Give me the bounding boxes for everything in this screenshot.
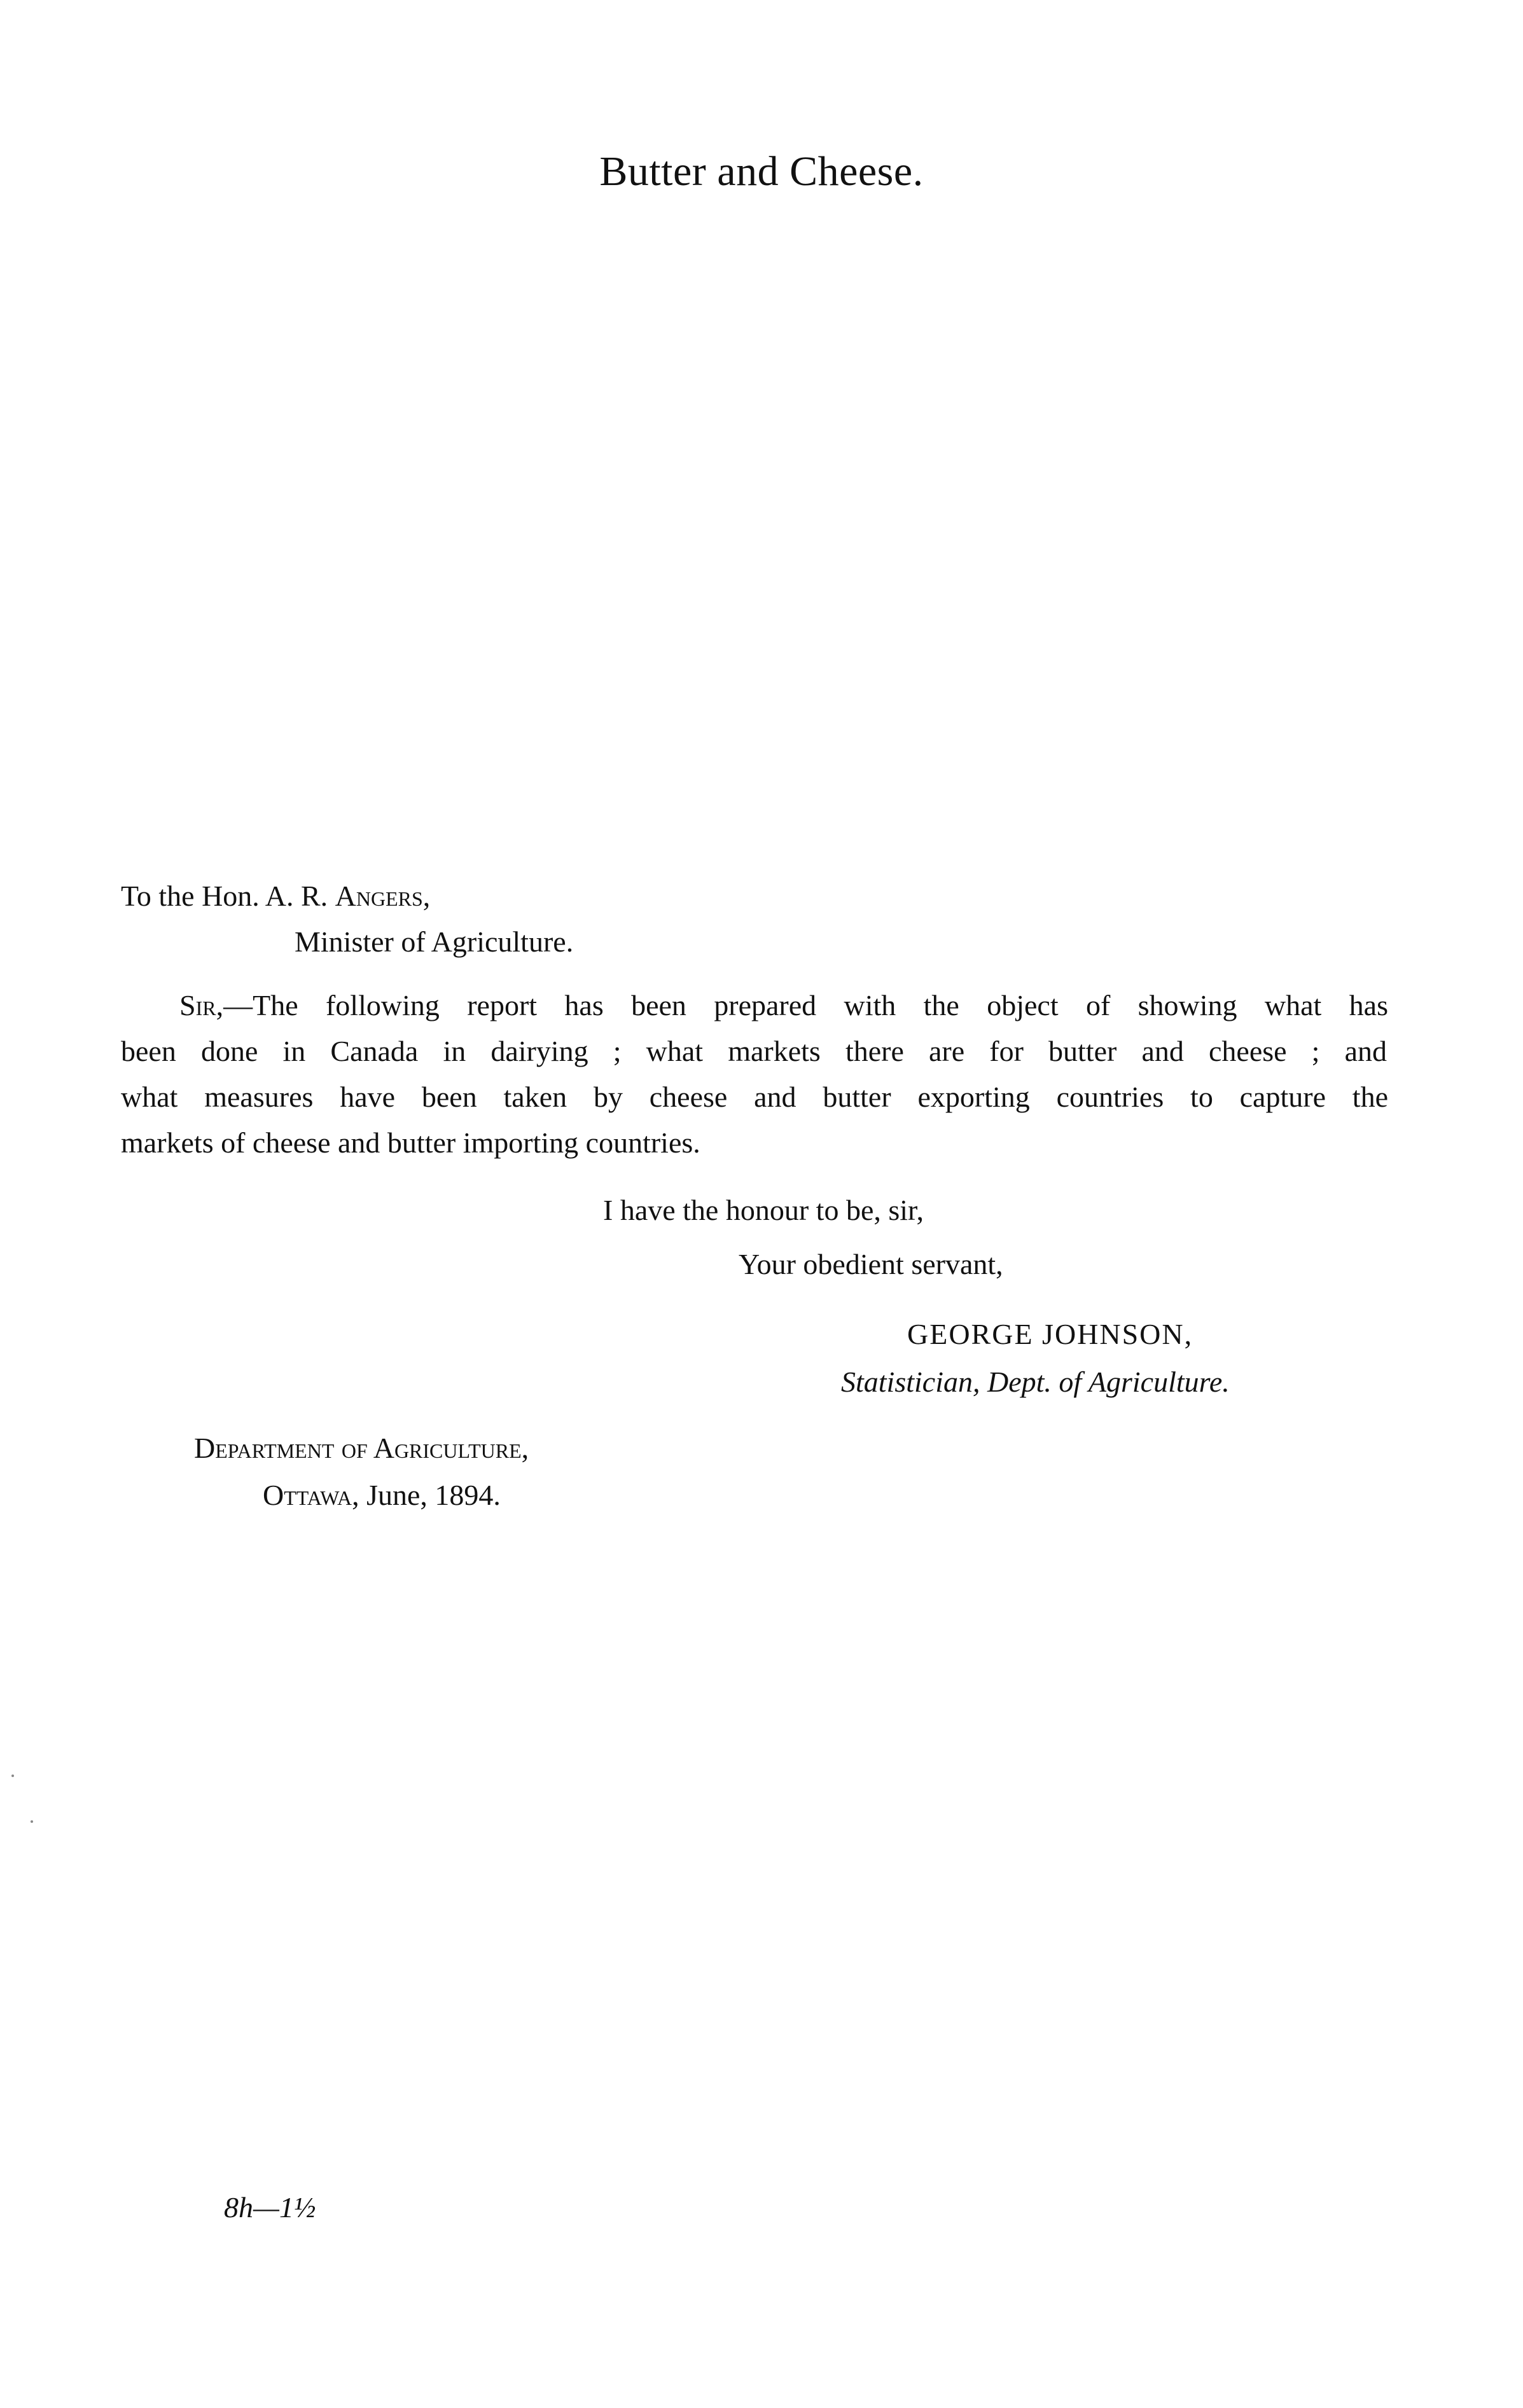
address-date: June, 1894. bbox=[359, 1479, 501, 1511]
salutation-to-name: Angers, bbox=[335, 880, 431, 912]
page-title: Butter and Cheese. bbox=[599, 148, 924, 195]
scan-speck bbox=[31, 1820, 33, 1823]
scan-speck bbox=[11, 1775, 14, 1777]
salutation-to bbox=[121, 882, 430, 911]
address-department: Department of Agriculture, bbox=[194, 1432, 529, 1464]
address-city: Ottawa, bbox=[263, 1479, 359, 1511]
body-line-2: been done in Canada in dairying ; what markets there are for butter and cheese ; and bbox=[121, 1035, 1387, 1067]
body-line-3: what measures have been taken by cheese and butter exporting countries to capture the bbox=[121, 1081, 1388, 1113]
body-line-1-text: —The following report has been prepared with the object of showing what has bbox=[223, 989, 1388, 1021]
salutation-to-text: To the Hon. A. R. bbox=[121, 880, 335, 912]
closing-line-1: I have the honour to be, sir, bbox=[603, 1194, 924, 1226]
signature-name: GEORGE JOHNSON, bbox=[907, 1318, 1193, 1350]
signature-title: Statistician, Dept. of Agriculture. bbox=[841, 1366, 1230, 1398]
body-line-1 bbox=[179, 991, 1388, 1020]
footer-signature-mark: 8h—1½ bbox=[224, 2191, 316, 2224]
salutation-position: Minister of Agriculture. bbox=[295, 925, 574, 958]
body-sir: Sir, bbox=[179, 989, 224, 1021]
closing-line-2: Your obedient servant, bbox=[739, 1248, 1003, 1280]
address-city-date bbox=[263, 1481, 501, 1510]
body-line-4: markets of cheese and butter importing countries. bbox=[121, 1126, 700, 1159]
